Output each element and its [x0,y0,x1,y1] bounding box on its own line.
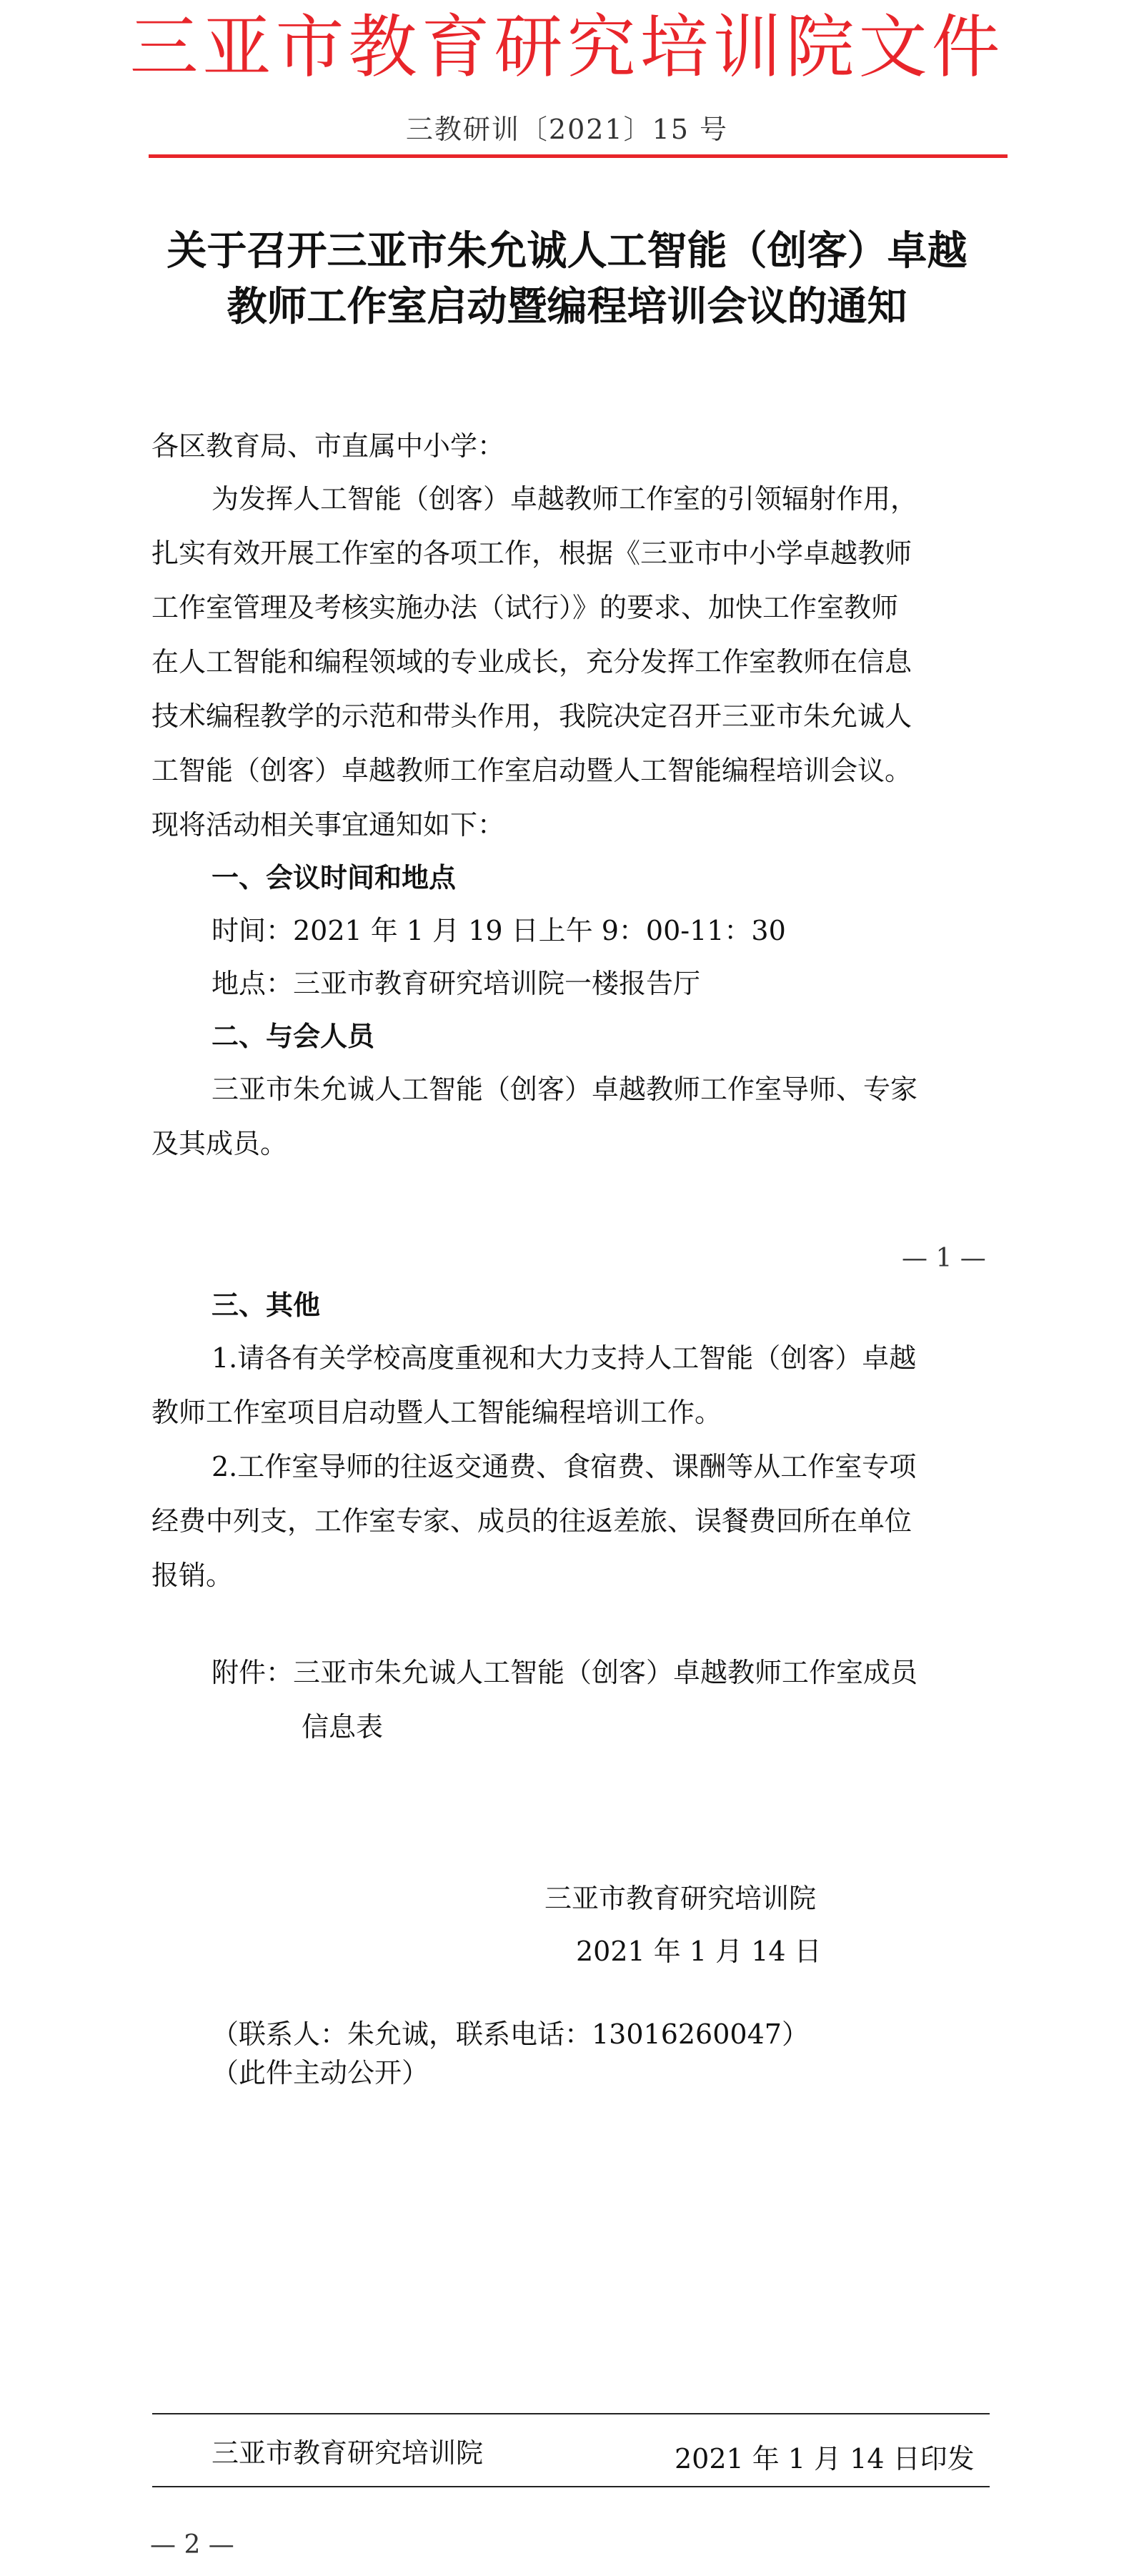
attendees-line: 三亚市朱允诚人工智能（创客）卓越教师工作室导师、专家 [212,1074,918,1105]
contact-line: （联系人：朱允诚，联系电话：13016260047） [212,2018,809,2050]
other-line: 1.请各有关学校高度重视和大力支持人工智能（创客）卓越 [212,1342,917,1374]
public-disclosure-note: （此件主动公开） [212,2057,429,2089]
footer-bottom-rule [152,2486,990,2487]
document-title [71,223,1063,335]
intro-line: 工智能（创客）卓越教师工作室启动暨人工智能编程培训会议。 [151,755,912,786]
other-line: 经费中列支，工作室专家、成员的往返差旅、误餐费回所在单位 [151,1505,912,1537]
addressee: 各区教育局、市直属中小学： [151,430,505,462]
signature-date: 2021 年 1 月 14 日 [576,1936,822,1967]
meeting-time: 时间：2021 年 1 月 19 日上午 9：00-11：30 [212,915,786,946]
meeting-place: 地点：三亚市教育研究培训院一楼报告厅 [212,968,701,999]
section-heading-time-place: 一、会议时间和地点 [212,862,457,893]
document-title-line: 关于召开三亚市朱允诚人工智能（创客）卓越 [166,227,968,274]
intro-line: 为发挥人工智能（创客）卓越教师工作室的引领辐射作用， [212,483,918,515]
intro-line: 工作室管理及考核实施办法（试行）》的要求、加快工作室教师 [151,592,899,623]
intro-line: 扎实有效开展工作室的各项工作，根据《三亚市中小学卓越教师 [151,538,912,569]
signature-org: 三亚市教育研究培训院 [544,1883,817,1914]
footer-org: 三亚市教育研究培训院 [212,2437,484,2469]
intro-line: 现将活动相关事宜通知如下： [151,809,505,841]
footer-top-rule [152,2413,990,2414]
issuer-header-title: 三亚市教育研究培训院文件 [129,7,1005,87]
section-heading-other: 三、其他 [212,1289,321,1321]
other-line: 教师工作室项目启动暨人工智能编程培训工作。 [151,1397,722,1428]
red-header-rule [149,154,1008,158]
attendees-line: 及其成员。 [151,1128,288,1159]
intro-line: 技术编程教学的示范和带头作用，我院决定召开三亚市朱允诚人 [151,700,912,732]
other-line: 2.工作室导师的往返交通费、食宿费、课酬等从工作室专项 [212,1451,917,1482]
footer-print-date: 2021 年 1 月 14 日印发 [675,2443,975,2475]
attachment-line: 附件：三亚市朱允诚人工智能（创客）卓越教师工作室成员 [212,1657,918,1688]
page-number-2: — 2 — [150,2530,234,2560]
intro-line: 在人工智能和编程领域的专业成长，充分发挥工作室教师在信息 [151,646,912,678]
page-number-1: — 1 — [902,1244,986,1273]
attachment-line: 信息表 [302,1711,384,1743]
document-number: 三教研训〔2021〕15 号 [405,114,729,145]
other-line: 报销。 [151,1560,234,1591]
document-title-line: 教师工作室启动暨编程培训会议的通知 [227,283,907,330]
section-heading-attendees: 二、与会人员 [212,1021,375,1052]
